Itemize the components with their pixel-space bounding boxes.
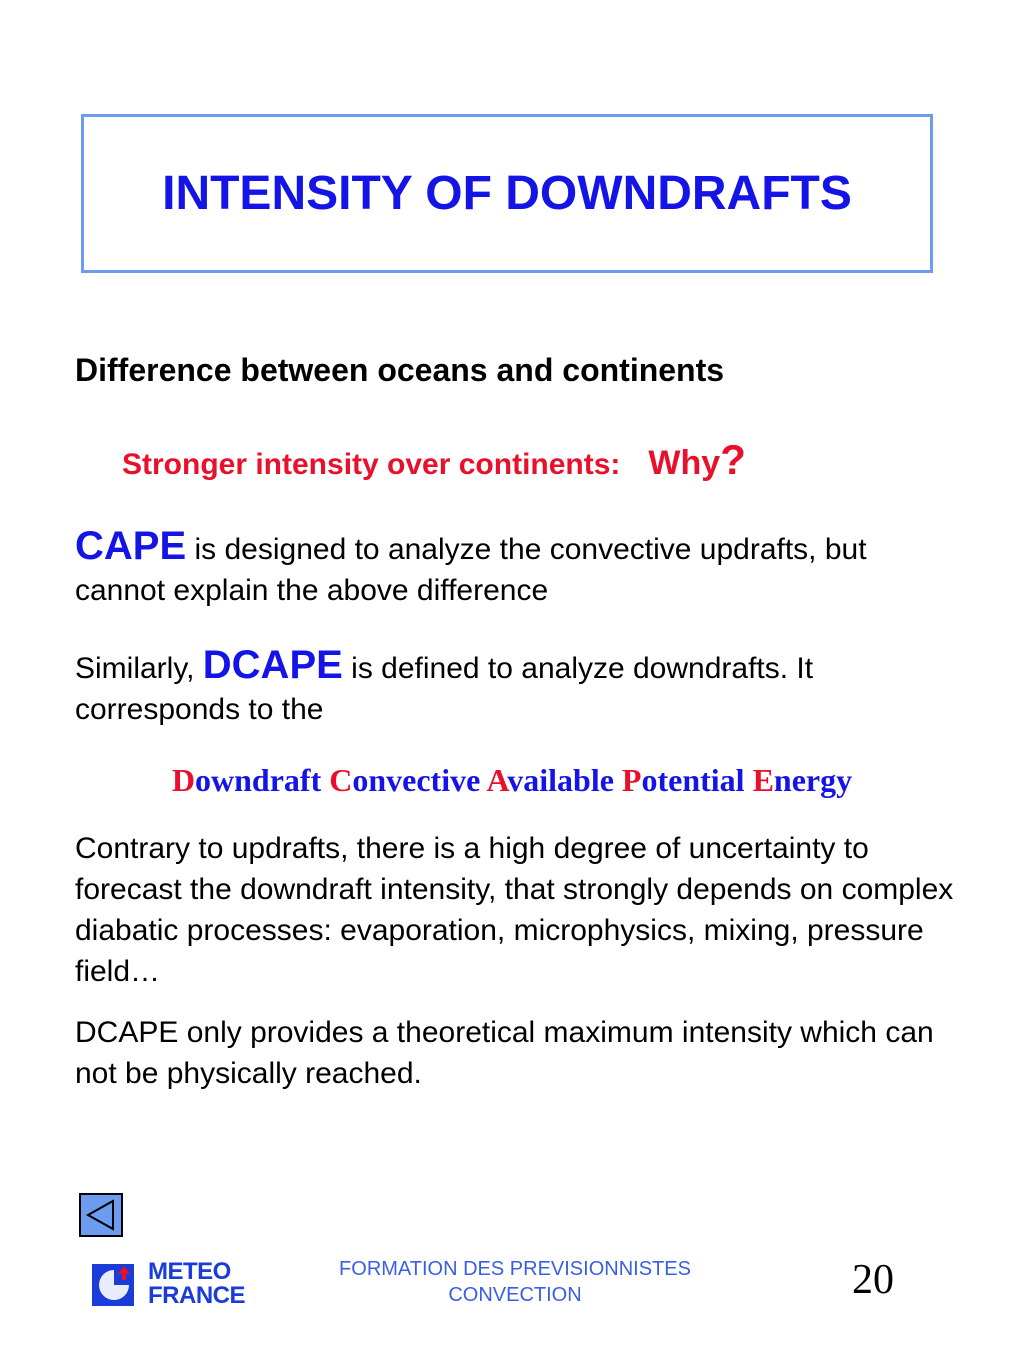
dcape-paragraph — [75, 645, 955, 730]
page-number: 20 — [852, 1257, 894, 1303]
acronym-initial-p: P — [621, 762, 642, 798]
footer-line-convection: CONVECTION — [448, 1284, 582, 1306]
slide-title: INTENSITY OF DOWNDRAFTS — [162, 167, 852, 220]
acronym-word-downdraft: owndraft — [195, 762, 330, 798]
title-box — [81, 114, 933, 273]
acronym-initial-a: A — [486, 762, 508, 798]
slide-subtitle: Difference between oceans and continents — [75, 352, 725, 388]
cape-term: CAPE — [75, 524, 187, 568]
question-text: Stronger intensity over continents: — [122, 448, 621, 481]
meteo-france-logo — [90, 1260, 250, 1310]
meteo-france-emblem-icon — [90, 1260, 140, 1310]
cape-text: is designed to analyze the convective updrafts, but cannot explain the above difference — [75, 533, 867, 607]
triangle-left-icon — [81, 1195, 121, 1235]
cape-paragraph — [75, 526, 955, 611]
uncertainty-paragraph: Contrary to updrafts, there is a high degree of uncertainty to forecast the downdraft intensity, that strongly depends on complex diabatic processes: evaporation, microphysics, mixing, pressure field… — [75, 832, 954, 988]
question-why: Why — [648, 444, 721, 482]
dcape-text: is defined to analyze downdrafts. It corresponds to the — [75, 652, 814, 726]
acronym-word-energy: nergy — [773, 762, 853, 798]
dcape-term: DCAPE — [202, 643, 343, 687]
acronym-initial-d: D — [171, 762, 195, 798]
footer-line-formation: FORMATION DES PREVISIONNISTES — [339, 1258, 691, 1280]
acronym-initial-c: C — [329, 762, 353, 798]
acronym-word-available: vailable — [507, 762, 622, 798]
acronym-word-potential: otential — [641, 762, 753, 798]
logo-line-france: FRANCE — [148, 1282, 245, 1309]
previous-slide-button[interactable] — [79, 1193, 123, 1237]
question-line — [122, 436, 746, 484]
footer-caption — [300, 1256, 730, 1308]
acronym-initial-e: E — [752, 762, 774, 798]
question-mark: ? — [720, 436, 746, 483]
dcape-acronym-expansion — [0, 762, 1024, 799]
logo-line-meteo: METEO — [148, 1258, 231, 1285]
logo-wordmark — [148, 1260, 245, 1308]
acronym-word-convective: onvective — [352, 762, 487, 798]
dcape-lead: Similarly, — [75, 652, 203, 685]
theoretical-max-paragraph: DCAPE only provides a theoretical maximum intensity which can not be physically reached. — [75, 1016, 934, 1090]
